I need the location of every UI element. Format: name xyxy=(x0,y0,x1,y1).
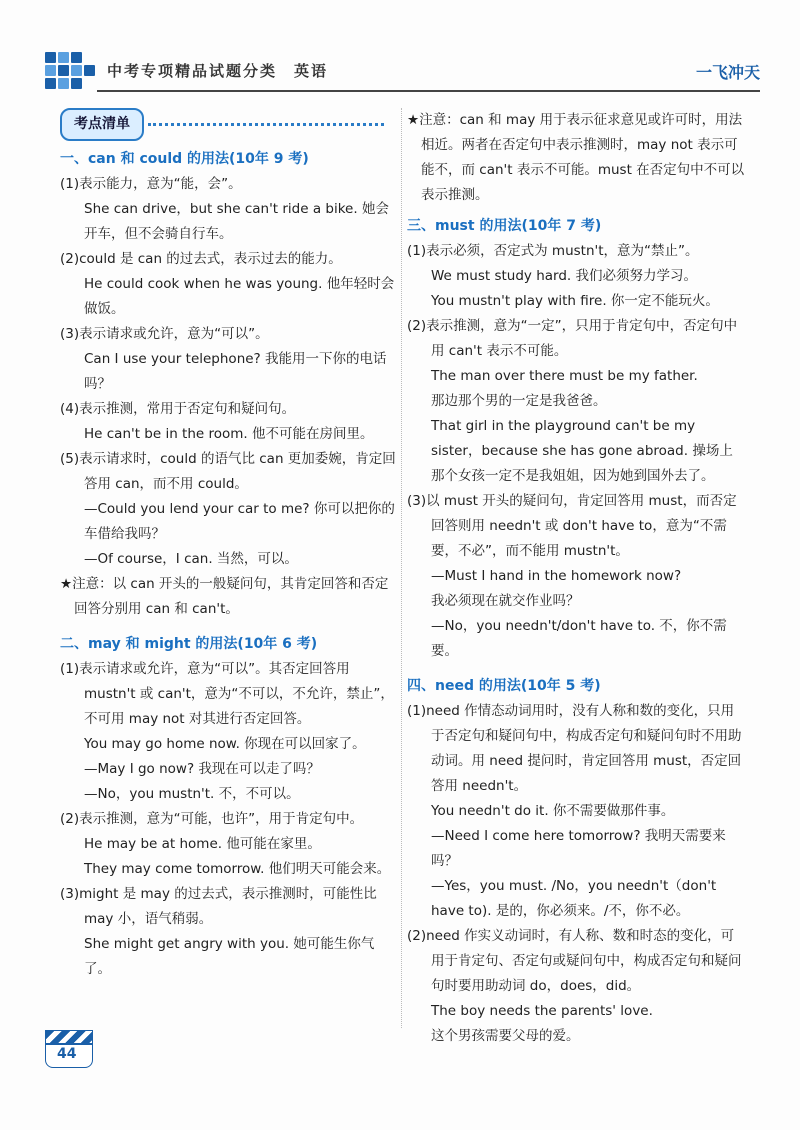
rule-text: (1)表示请求或允许，意为“可以”。其否定回答用 mustn't 或 can't，意为“不可以，不允许，禁止”，不可用 may not 对其进行否定回答。 xyxy=(60,661,394,727)
grid-logo-icon xyxy=(45,52,97,92)
section-tag-row xyxy=(60,108,398,141)
example-text: They may come tomorrow. 他们明天可能会来。 xyxy=(84,861,391,877)
right-column xyxy=(407,108,745,1049)
example-text: 我必须现在就交作业吗？ xyxy=(431,593,580,609)
column-divider xyxy=(401,108,402,1028)
clapboard-icon xyxy=(45,1030,93,1044)
rule-text: (2)表示推测，意为“一定”，只用于肯定句中，否定句中用 can't 表示不可能。 xyxy=(407,318,738,359)
rule-text: (3)以 must 开头的疑问句，肯定回答用 must，而否定回答则用 needn't 或 don't have to，意为“不需要，不必”，而不能用 mustn't。 xyxy=(407,493,737,559)
brand-name: 一飞冲天 xyxy=(695,63,760,82)
left-column xyxy=(60,108,398,982)
example-text: You mustn't play with fire. 你一定不能玩火。 xyxy=(431,293,719,309)
rule-text: (1)表示能力，意为“能，会”。 xyxy=(60,176,242,192)
example-text: —Must I hand in the homework now? xyxy=(431,568,682,584)
rule-text: (2)表示推测，意为“可能，也许”，用于肯定句中。 xyxy=(60,811,364,827)
rule-text: (1)表示必须，否定式为 mustn't，意为“禁止”。 xyxy=(407,243,699,259)
dotted-rule xyxy=(148,123,384,126)
example-text: She can drive，but she can't ride a bike. 她会开车，但不会骑自行车。 xyxy=(84,201,389,242)
example-text: —Of course，I can. 当然，可以。 xyxy=(84,551,298,567)
rule-text: (1)need 作情态动词用时，没有人称和数的变化，只用于否定句和疑问句中，构成否定句和疑问句时不用助动词。用 need 提问时，肯定回答用 must，否定回答用 needn't。 xyxy=(407,703,742,794)
rule-text: (4)表示推测，常用于否定句和疑问句。 xyxy=(60,401,296,417)
section-heading-need: 四、need 的用法(10年 5 考) xyxy=(407,678,601,694)
section-heading-may-might: 二、may 和 might 的用法(10年 6 考) xyxy=(60,636,318,652)
header-rule xyxy=(97,90,760,92)
rule-text: (3)表示请求或允许，意为“可以”。 xyxy=(60,326,269,342)
example-text: The man over there must be my father. xyxy=(431,368,698,384)
page-footer xyxy=(45,1030,95,1074)
example-text: We must study hard. 我们必须努力学习。 xyxy=(431,268,698,284)
example-text: She might get angry with you. 她可能生你气了。 xyxy=(84,936,375,977)
book-title: 中考专项精品试题分类 英语 xyxy=(107,62,329,80)
example-text: 那边那个男的一定是我爸爸。 xyxy=(431,393,607,409)
rule-text: (2)could 是 can 的过去式，表示过去的能力。 xyxy=(60,251,342,267)
example-text: —Could you lend your car to me? 你可以把你的车借给我吗？ xyxy=(84,501,395,542)
example-text: That girl in the playground can't be my sister，because she has gone abroad. 操场上那个女孩一定不是我姐姐，因为她到国外去了。 xyxy=(431,418,733,484)
rule-text: (3)might 是 may 的过去式，表示推测时，可能性比 may 小，语气稍弱。 xyxy=(60,886,377,927)
example-text: He can't be in the room. 他不可能在房间里。 xyxy=(84,426,374,442)
example-text: —Yes，you must. /No，you needn't（don't have to). 是的，你必须来。/不，你不必。 xyxy=(431,878,717,919)
page-number: 44 xyxy=(57,1046,77,1062)
example-text: 这个男孩需要父母的爱。 xyxy=(431,1028,580,1044)
example-text: You may go home now. 你现在可以回家了。 xyxy=(84,736,366,752)
note-text: ★注意：以 can 开头的一般疑问句，其肯定回答和否定回答分别用 can 和 can't。 xyxy=(60,576,389,617)
note-text: ★注意：can 和 may 用于表示征求意见或许可时，用法相近。两者在否定句中表示推测时，may not 表示可能不，而 can't 表示不可能。must 在否定句中不可以表示推测。 xyxy=(407,112,745,203)
example-text: He may be at home. 他可能在家里。 xyxy=(84,836,321,852)
example-text: The boy needs the parents' love. xyxy=(431,1003,653,1019)
section-tag: 考点清单 xyxy=(60,108,144,141)
section-heading-must: 三、must 的用法(10年 7 考) xyxy=(407,218,602,234)
rule-text: (5)表示请求时，could 的语气比 can 更加委婉，肯定回答用 can，而不用 could。 xyxy=(60,451,396,492)
example-text: You needn't do it. 你不需要做那件事。 xyxy=(431,803,675,819)
example-text: —May I go now? 我现在可以走了吗？ xyxy=(84,761,320,777)
example-text: —No，you mustn't. 不，不可以。 xyxy=(84,786,300,802)
rule-text: (2)need 作实义动词时，有人称、数和时态的变化，可用于肯定句、否定句或疑问句中，构成否定句和疑问句时要用助动词 do，does，did。 xyxy=(407,928,742,994)
example-text: Can I use your telephone? 我能用一下你的电话吗？ xyxy=(84,351,387,392)
section-heading-can-could: 一、can 和 could 的用法(10年 9 考) xyxy=(60,151,309,167)
example-text: He could cook when he was young. 他年轻时会做饭。 xyxy=(84,276,395,317)
example-text: —No，you needn't/don't have to. 不，你不需要。 xyxy=(431,618,727,659)
example-text: —Need I come here tomorrow? 我明天需要来吗？ xyxy=(431,828,726,869)
page-header xyxy=(45,50,760,96)
